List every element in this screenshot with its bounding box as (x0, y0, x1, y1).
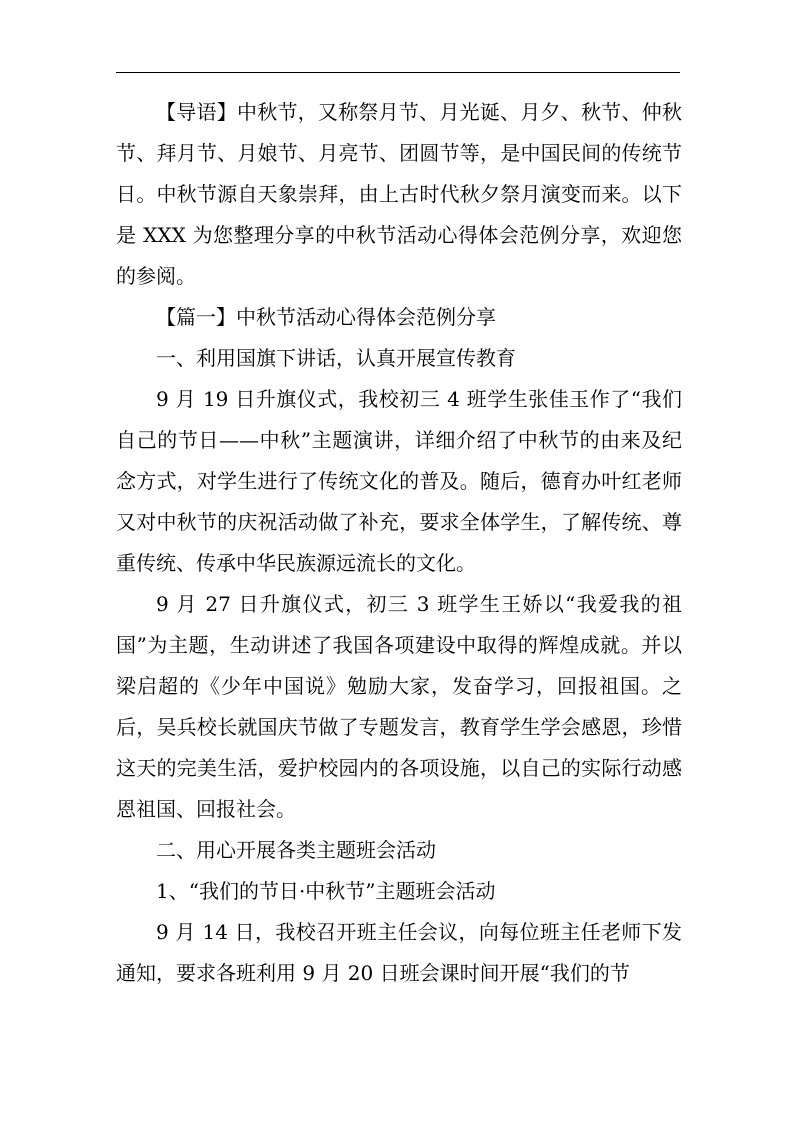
body-paragraph: 9 月 14 日，我校召开班主任会议，向每位班主任老师下发通知，要求各班利用 9 月 20 日班会课时间开展“我们的节 (116, 920, 682, 985)
document-body (116, 92, 682, 994)
subheading-1: 1、“我们的节日·中秋节”主题班会活动 (156, 879, 496, 903)
body-paragraph: 9 月 19 日升旗仪式，我校初三 4 班学生张佳玉作了“我们自己的节日——中秋”主题演讲，详细介绍了中秋节的由来及纪念方式，对学生进行了传统文化的普及。随后，德育办叶红老师又对中秋节的庆祝活动做了补充，要求全体学生，了解传统、尊重传统、传承中华民族源远流长的文化。 (116, 387, 682, 575)
body-paragraph: 9 月 27 日升旗仪式，初三 3 班学生王娇以“我爱我的祖国”为主题，生动讲述了我国各项建设中取得的辉煌成就。并以梁启超的《少年中国说》勉励大家，发奋学习，回报祖国。之后，吴兵校长就国庆节做了专题发言，教育学生学会感恩，珍惜这天的完美生活，爱护校园内的各项设施，以自己的实际行动感恩祖国、回报社会。 (116, 592, 682, 821)
intro-paragraph: 【导语】中秋节，又称祭月节、月光诞、月夕、秋节、仲秋节、拜月节、月娘节、月亮节、团圆节等，是中国民间的传统节日。中秋节源自天象崇拜，由上古时代秋夕祭月演变而来。以下是 XXX 为您整理分享的中秋节活动心得体会范例分享，欢迎您的参阅。 (116, 100, 682, 288)
header-rule (116, 72, 680, 73)
section-title: 【篇一】中秋节活动心得体会范例分享 (156, 305, 496, 329)
heading-1: 一、利用国旗下讲话，认真开展宣传教育 (156, 346, 516, 370)
heading-2: 二、用心开展各类主题班会活动 (156, 838, 436, 862)
